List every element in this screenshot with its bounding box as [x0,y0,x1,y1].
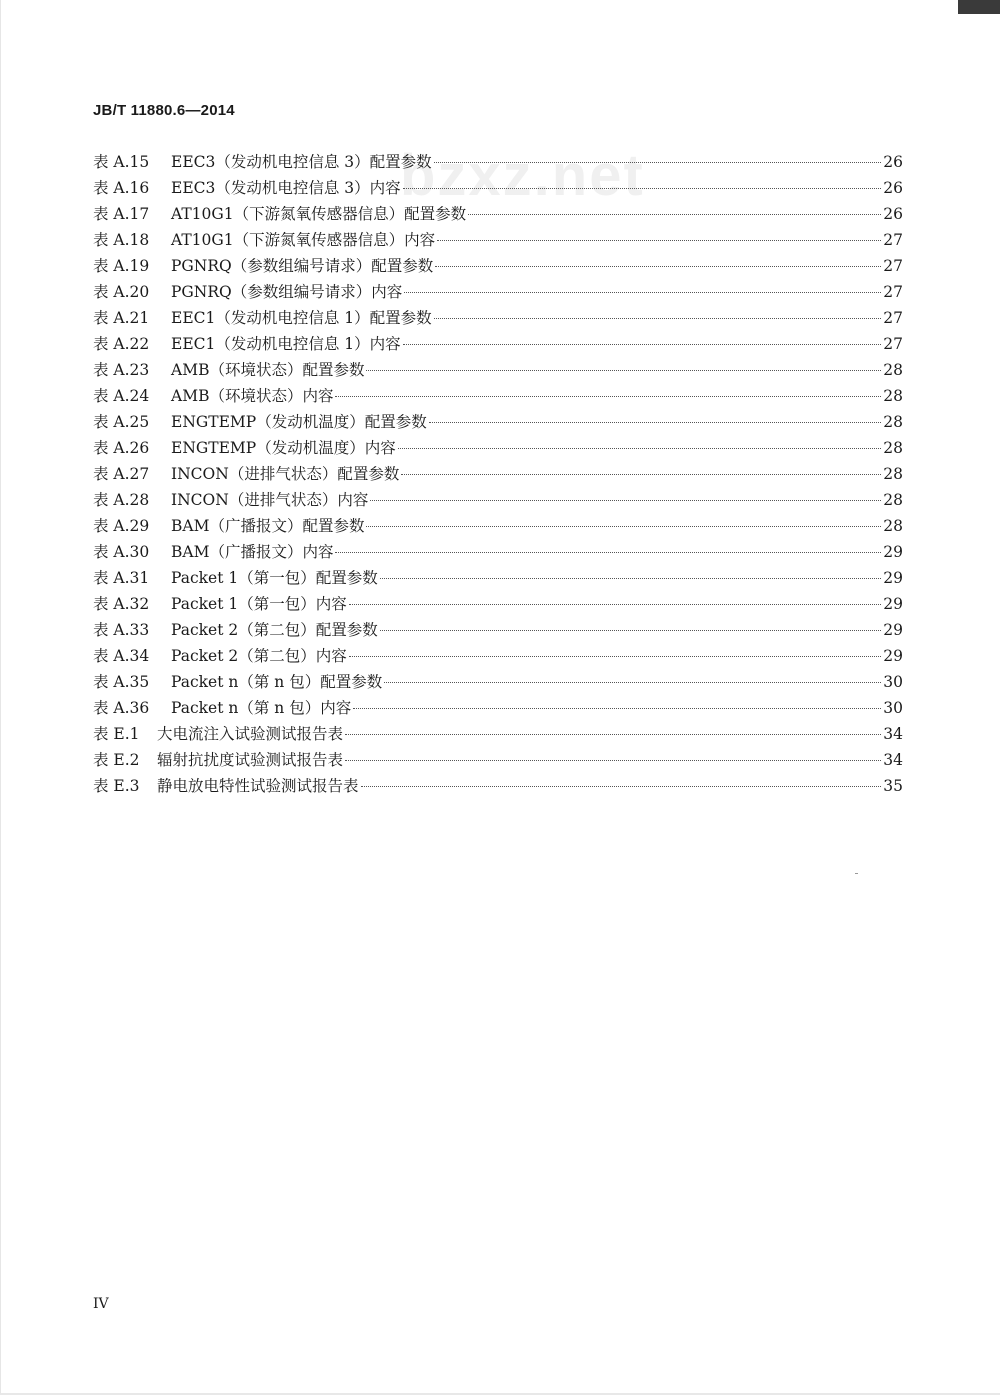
toc-leader-dots [403,344,881,345]
toc-entry-title: BAM（广播报文）内容 [171,543,334,561]
scan-speck [855,873,858,874]
toc-entry-number: 表 A.16 [93,179,150,197]
toc-leader-dots [435,266,881,267]
toc-entry[interactable] [93,644,903,670]
toc-entry-title: PGNRQ（参数组编号请求）配置参数 [171,257,434,275]
toc-entry-page: 28 [883,491,903,509]
toc-leader-dots [353,708,881,709]
toc-entry[interactable] [93,280,903,306]
toc-entry-label [93,280,402,302]
toc-entry[interactable] [93,410,903,436]
toc-entry-number: 表 A.24 [93,387,150,405]
toc-leader-dots [401,474,881,475]
toc-entry-number: 表 A.15 [93,153,150,171]
corner-tab [958,0,1000,14]
toc-entry-title: INCON（进排气状态）内容 [171,491,369,509]
toc-leader-dots [380,630,881,631]
toc-entry-number: 表 A.33 [93,621,150,639]
toc-entry-page: 28 [883,517,903,535]
toc-entry-label [93,566,378,588]
toc-entry-number: 表 A.30 [93,543,150,561]
toc-entry-title: EEC3（发动机电控信息 3）配置参数 [171,153,432,171]
toc-entry[interactable] [93,748,903,774]
toc-leader-dots [366,370,881,371]
toc-entry-title: ENGTEMP（发动机温度）内容 [171,439,396,457]
toc-leader-dots [434,162,881,163]
toc-entry-label [93,228,435,250]
toc-entry-page: 27 [883,283,903,301]
toc-entry-number: 表 E.3 [93,777,140,795]
toc-entry[interactable] [93,332,903,358]
toc-entry[interactable] [93,150,903,176]
toc-entry-page: 27 [883,231,903,249]
table-of-contents [93,150,903,800]
toc-entry[interactable] [93,202,903,228]
toc-entry-title: Packet 2（第二包）配置参数 [171,621,378,639]
toc-entry-page: 29 [883,595,903,613]
toc-entry-label [93,618,378,640]
toc-entry-number: 表 A.25 [93,413,150,431]
toc-entry[interactable] [93,488,903,514]
toc-entry-label [93,150,432,172]
toc-entry-page: 29 [883,569,903,587]
toc-entry-number: 表 A.23 [93,361,150,379]
toc-leader-dots [468,214,881,215]
toc-entry-number: 表 A.34 [93,647,150,665]
toc-entry[interactable] [93,306,903,332]
toc-entry-page: 27 [883,309,903,327]
toc-entry-number: 表 A.21 [93,309,150,327]
toc-leader-dots [335,552,881,553]
toc-entry-page: 28 [883,439,903,457]
toc-entry[interactable] [93,514,903,540]
toc-entry-title: BAM（广播报文）配置参数 [171,517,365,535]
toc-entry-number: 表 A.32 [93,595,150,613]
toc-entry-number: 表 A.29 [93,517,150,535]
toc-entry-title: EEC3（发动机电控信息 3）内容 [171,179,401,197]
toc-entry[interactable] [93,592,903,618]
toc-entry-number: 表 A.35 [93,673,150,691]
toc-entry-label [93,436,396,458]
toc-entry-label [93,540,333,562]
toc-entry-label [93,358,364,380]
toc-leader-dots [349,656,881,657]
toc-leader-dots [398,448,881,449]
toc-entry[interactable] [93,670,903,696]
toc-leader-dots [345,734,881,735]
toc-entry-label [93,202,466,224]
toc-leader-dots [335,396,881,397]
toc-entry[interactable] [93,696,903,722]
toc-entry-number: 表 A.31 [93,569,150,587]
toc-entry-number: 表 E.2 [93,751,140,769]
toc-entry-title: AMB（环境状态）配置参数 [171,361,365,379]
toc-entry[interactable] [93,566,903,592]
toc-entry-label [93,514,364,536]
toc-leader-dots [380,578,881,579]
toc-entry-label [93,410,427,432]
toc-entry[interactable] [93,436,903,462]
watermark: bzxz.net [400,143,645,208]
toc-leader-dots [403,188,881,189]
toc-entry-title: AT10G1（下游氮氧传感器信息）配置参数 [171,205,467,223]
toc-entry-page: 30 [883,673,903,691]
toc-entry-label [93,774,359,796]
toc-entry-page: 30 [883,699,903,717]
toc-entry-page: 29 [883,647,903,665]
toc-entry-label [93,644,347,666]
toc-entry[interactable] [93,722,903,748]
toc-leader-dots [404,292,881,293]
toc-entry-title: Packet n（第 n 包）内容 [171,699,352,717]
toc-entry-number: 表 A.22 [93,335,150,353]
toc-entry-page: 27 [883,335,903,353]
toc-leader-dots [345,760,881,761]
toc-entry-number: 表 A.36 [93,699,150,717]
toc-entry[interactable] [93,462,903,488]
toc-entry-label [93,306,432,328]
toc-entry-title: Packet 2（第二包）内容 [171,647,347,665]
toc-entry-title: Packet 1（第一包）内容 [171,595,347,613]
toc-entry-title: EEC1（发动机电控信息 1）内容 [171,335,401,353]
toc-entry-label [93,670,382,692]
toc-entry-label [93,332,401,354]
toc-entry-page: 29 [883,621,903,639]
toc-entry-label [93,722,343,744]
toc-entry[interactable] [93,540,903,566]
toc-entry[interactable] [93,176,903,202]
toc-entry-number: 表 A.18 [93,231,150,249]
toc-entry-number: 表 A.17 [93,205,150,223]
page-number: IV [93,1296,109,1312]
toc-leader-dots [384,682,881,683]
toc-entry-number: 表 A.28 [93,491,150,509]
toc-entry-title: Packet n（第 n 包）配置参数 [171,673,383,691]
toc-entry-page: 28 [883,413,903,431]
toc-leader-dots [366,526,881,527]
toc-entry-page: 29 [883,543,903,561]
toc-leader-dots [349,604,881,605]
toc-entry-title: AT10G1（下游氮氧传感器信息）内容 [171,231,436,249]
toc-entry-title: 大电流注入试验测试报告表 [157,725,344,743]
toc-entry-title: EEC1（发动机电控信息 1）配置参数 [171,309,432,327]
toc-entry-page: 27 [883,257,903,275]
toc-entry-label [93,462,399,484]
toc-entry[interactable] [93,254,903,280]
toc-leader-dots [437,240,881,241]
toc-entry-label [93,488,368,510]
toc-leader-dots [361,786,881,787]
toc-entry-title: AMB（环境状态）内容 [171,387,334,405]
toc-entry-page: 34 [883,751,903,769]
toc-entry[interactable] [93,774,903,800]
toc-entry-label [93,748,343,770]
toc-entry-number: 表 A.19 [93,257,150,275]
toc-entry-label [93,696,351,718]
toc-entry-page: 28 [883,361,903,379]
toc-entry-label [93,384,333,406]
toc-entry-page: 26 [883,153,903,171]
toc-entry-page: 35 [883,777,903,795]
toc-leader-dots [434,318,881,319]
toc-entry-title: INCON（进排气状态）配置参数 [171,465,400,483]
toc-entry-title: 辐射抗扰度试验测试报告表 [157,751,344,769]
toc-leader-dots [370,500,881,501]
toc-entry-title: PGNRQ（参数组编号请求）内容 [171,283,403,301]
toc-entry[interactable] [93,228,903,254]
toc-entry-label [93,592,347,614]
toc-entry-page: 26 [883,179,903,197]
toc-entry-title: ENGTEMP（发动机温度）配置参数 [171,413,427,431]
toc-entry-label [93,254,433,276]
toc-leader-dots [429,422,881,423]
toc-entry-number: 表 A.20 [93,283,150,301]
toc-entry-number: 表 A.26 [93,439,150,457]
toc-entry[interactable] [93,384,903,410]
toc-entry[interactable] [93,358,903,384]
toc-entry[interactable] [93,618,903,644]
toc-entry-page: 34 [883,725,903,743]
toc-entry-title: Packet 1（第一包）配置参数 [171,569,378,587]
toc-entry-number: 表 A.27 [93,465,150,483]
toc-entry-page: 28 [883,465,903,483]
toc-entry-number: 表 E.1 [93,725,140,743]
document-code: JB/T 11880.6—2014 [93,102,235,119]
toc-entry-title: 静电放电特性试验测试报告表 [157,777,359,795]
toc-entry-label [93,176,401,198]
toc-entry-page: 28 [883,387,903,405]
toc-entry-page: 26 [883,205,903,223]
